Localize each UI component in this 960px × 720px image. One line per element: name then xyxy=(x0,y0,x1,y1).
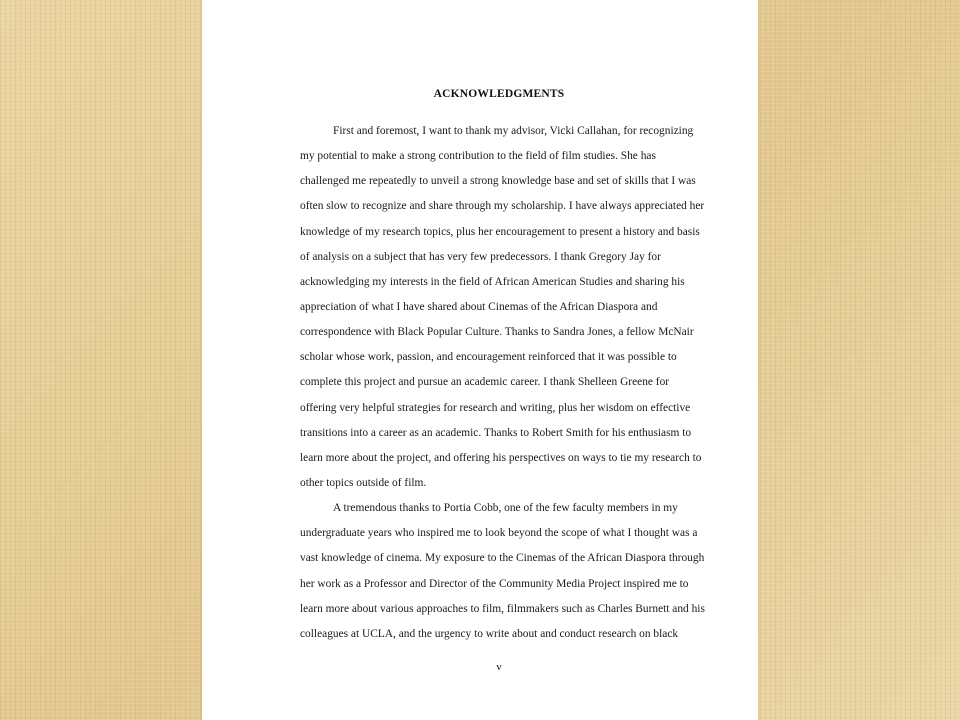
text-line: challenged me repeatedly to unveil a strong knowledge base and set of skills that I was xyxy=(300,175,696,188)
text-line: her work as a Professor and Director of the Community Media Project inspired me to xyxy=(300,577,689,590)
text-line: colleagues at UCLA, and the urgency to write about and conduct research on black xyxy=(300,627,679,640)
text-line: learn more about the project, and offering his perspectives on ways to tie my research to xyxy=(300,451,702,464)
text-line: transitions into a career as an academic. Thanks to Robert Smith for his enthusiasm to xyxy=(300,426,692,439)
text-line: learn more about various approaches to film, filmmakers such as Charles Burnett and his xyxy=(300,602,705,615)
text-line: acknowledging my interests in the field of African American Studies and sharing his xyxy=(300,275,685,288)
text-line: other topics outside of film. xyxy=(300,476,427,489)
paragraph-first-line: A tremendous thanks to Portia Cobb, one of the few faculty members in my xyxy=(333,502,678,515)
text-line: knowledge of my research topics, plus her encouragement to present a history and basis xyxy=(300,225,700,238)
text-line: of analysis on a subject that has very few predecessors. I thank Gregory Jay for xyxy=(300,250,661,263)
text-line: scholar whose work, passion, and encouragement reinforced that it was possible to xyxy=(300,351,677,364)
page-number: v xyxy=(496,661,502,673)
text-line: my potential to make a strong contribution to the field of film studies. She has xyxy=(300,150,656,163)
text-line: correspondence with Black Popular Culture. Thanks to Sandra Jones, a fellow McNair xyxy=(300,326,694,339)
body-text xyxy=(300,119,705,647)
text-line: undergraduate years who inspired me to look beyond the scope of what I thought was a xyxy=(300,527,698,540)
text-line: complete this project and pursue an academic career. I thank Shelleen Greene for xyxy=(300,376,670,389)
document-page xyxy=(202,0,758,720)
text-line: offering very helpful strategies for research and writing, plus her wisdom on effective xyxy=(300,401,691,414)
paragraph-first-line: First and foremost, I want to thank my advisor, Vicki Callahan, for recognizing xyxy=(333,125,694,137)
text-line: vast knowledge of cinema. My exposure to the Cinemas of the African Diaspora through xyxy=(300,552,705,565)
text-line: often slow to recognize and share through my scholarship. I have always appreciated her xyxy=(300,200,705,213)
text-line: appreciation of what I have shared about Cinemas of the African Diaspora and xyxy=(300,300,658,313)
page-heading: ACKNOWLEDGMENTS xyxy=(433,88,565,100)
